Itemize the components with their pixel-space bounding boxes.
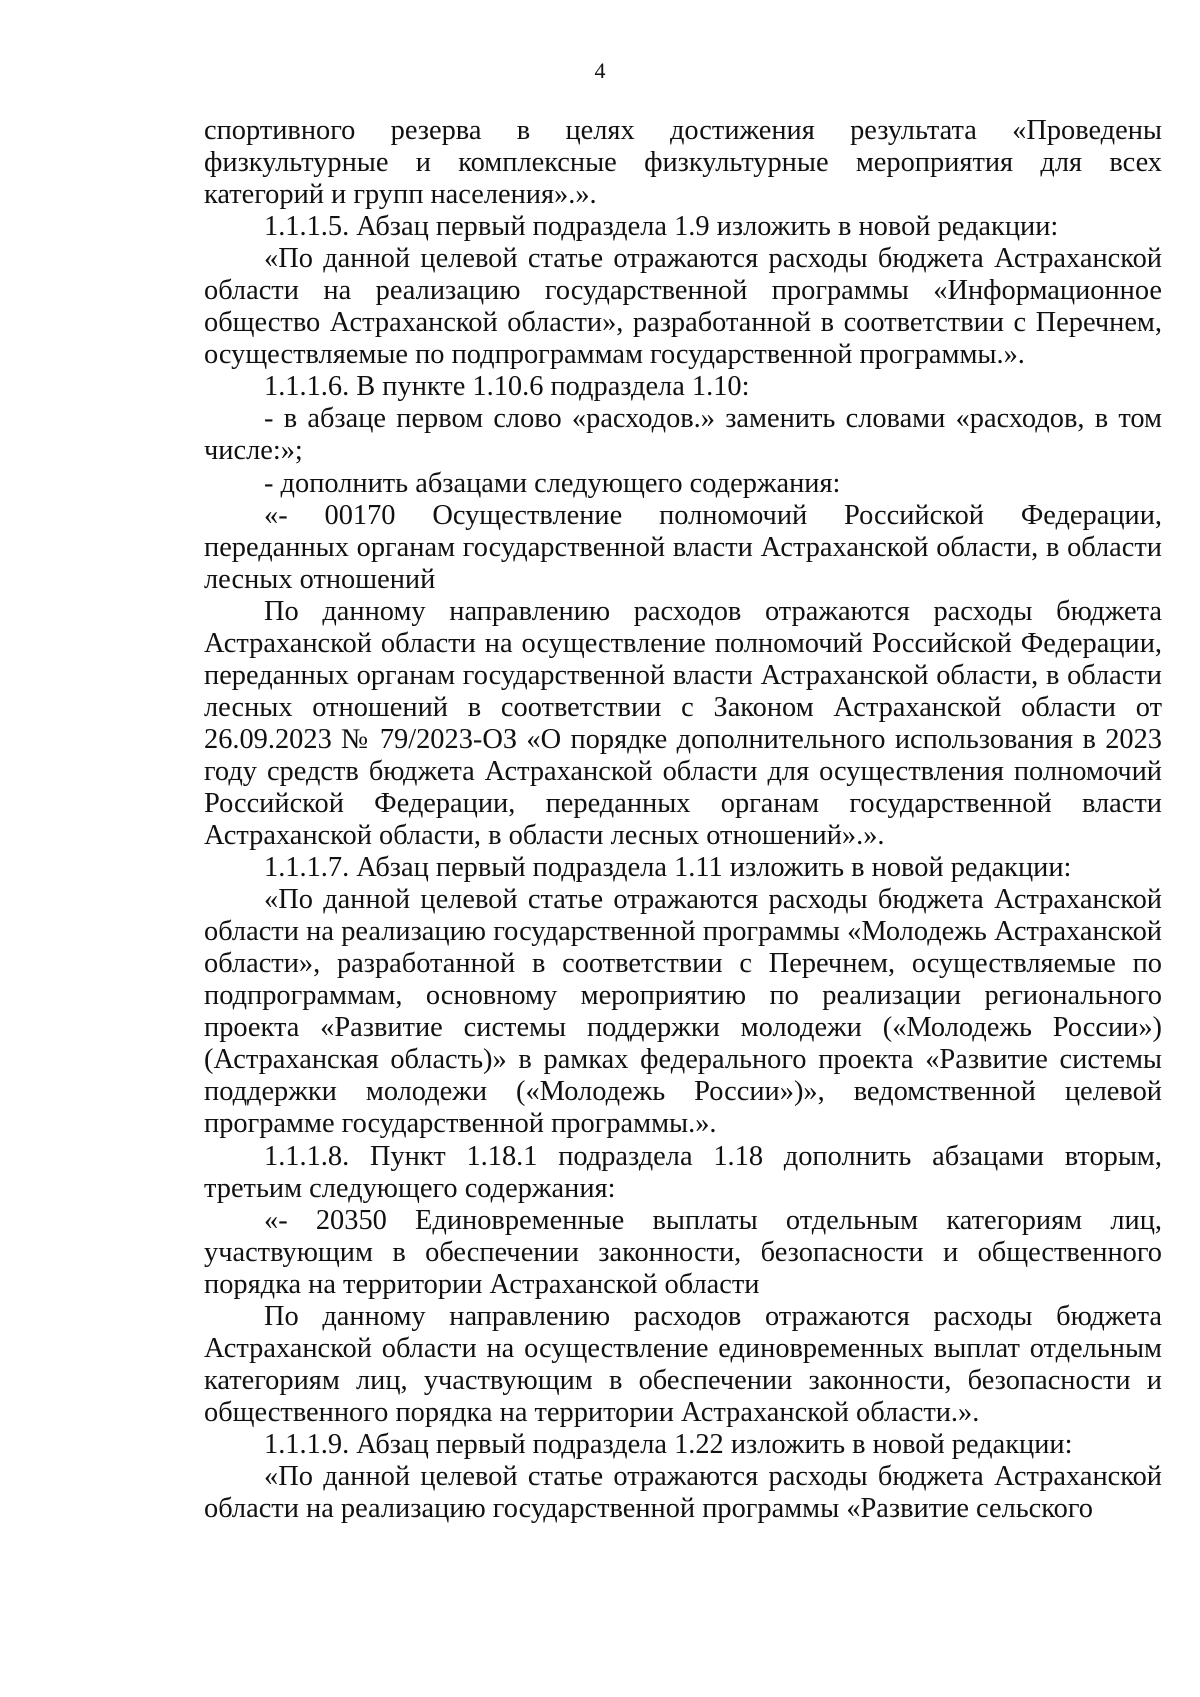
paragraph-code-00170: «- 00170 Осуществление полномочий Российской Федерации, переданных органам государственной власти Астраханской области, в области лесных отношений xyxy=(204,499,1162,595)
paragraph-quote-1-22: «По данной целевой статье отражаются расходы бюджета Астраханской области на реализацию государственной программы «Развитие сельского xyxy=(204,1460,1162,1525)
paragraph-replace-word: - в абзаце первом слово «расходов.» заменить словами «расходов, в том числе:»; xyxy=(204,403,1162,467)
paragraph-code-20350: «- 20350 Единовременные выплаты отдельным категориям лиц, участвующим в обеспечении законности, безопасности и общественного порядка на территории Астраханской области xyxy=(204,1204,1162,1300)
paragraph-item-1-1-1-8: 1.1.1.8. Пункт 1.18.1 подраздела 1.18 дополнить абзацами вторым, третьим следующего содержания: xyxy=(204,1140,1162,1204)
paragraph-add-paragraphs: - дополнить абзацами следующего содержания: xyxy=(264,467,841,499)
paragraph-continuation: спортивного резерва в целях достижения результата «Проведены физкультурные и комплексные физкультурные мероприятия для всех категорий и групп населения».». xyxy=(204,115,1162,211)
paragraph-direction-20350: По данному направлению расходов отражаются расходы бюджета Астраханской области на осуществление единовременных выплат отдельным категориям лиц, участвующим в обеспечении законности, безопасности и общественного порядка на территории Астраханской области.». xyxy=(204,1300,1162,1428)
paragraph-quote-1-9: «По данной целевой статье отражаются расходы бюджета Астраханской области на реализацию государственной программы «Информационное общество Астраханской области», разработанной в соответствии с Перечнем, осуществляемые по подпрограммам государственной программы.». xyxy=(204,243,1162,371)
paragraph-quote-1-11: «По данной целевой статье отражаются расходы бюджета Астраханской области на реализацию государственной программы «Молодежь Астраханской области», разработанной в соответствии с Перечнем, осуществляемые по подпрограммам, основному мероприятию по реализации регионального проекта «Развитие системы поддержки молодежи («Молодежь России») (Астраханская область)» в рамках федерального проекта «Развитие системы поддержки молодежи («Молодежь России»)», ведомственной целевой программе государственной программы.». xyxy=(204,884,1162,1140)
paragraph-item-1-1-1-7: 1.1.1.7. Абзац первый подраздела 1.11 изложить в новой редакции: xyxy=(264,852,1072,884)
page-number: 4 xyxy=(594,58,606,83)
paragraph-item-1-1-1-9: 1.1.1.9. Абзац первый подраздела 1.22 изложить в новой редакции: xyxy=(264,1428,1073,1460)
paragraph-item-1-1-1-6: 1.1.1.6. В пункте 1.10.6 подраздела 1.10: xyxy=(264,371,750,403)
paragraph-item-1-1-1-5: 1.1.1.5. Абзац первый подраздела 1.9 изложить в новой редакции: xyxy=(264,211,1059,243)
document-body xyxy=(204,115,1162,1525)
paragraph-direction-00170: По данному направлению расходов отражаются расходы бюджета Астраханской области на осуществление полномочий Российской Федерации, переданных органам государственной власти Астраханской области, в области лесных отношений в соответствии с Законом Астраханской области от 26.09.2023 № 79/2023-ОЗ «О порядке дополнительного использования в 2023 году средств бюджета Астраханской области для осуществления полномочий Российской Федерации, переданных органам государственной власти Астраханской области, в области лесных отношений».». xyxy=(204,595,1162,852)
